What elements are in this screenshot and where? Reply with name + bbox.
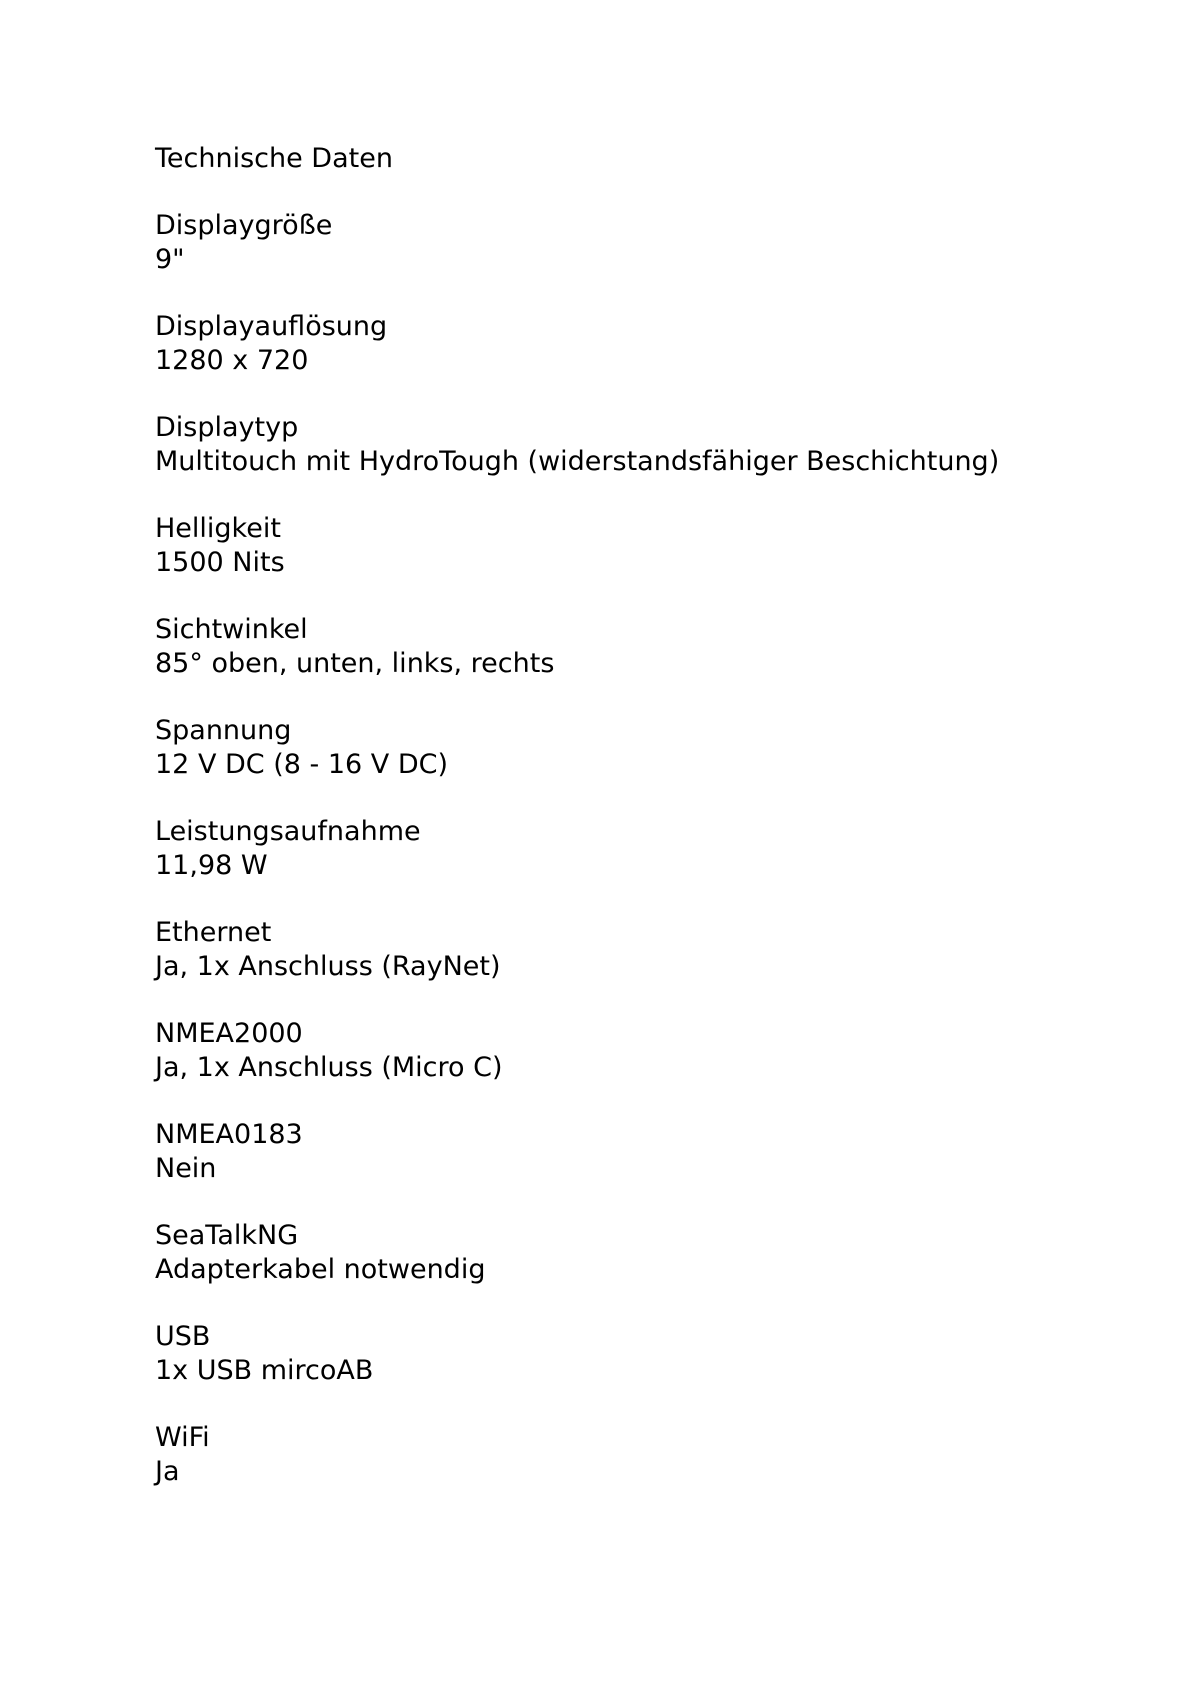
spec-label: Helligkeit <box>155 513 281 544</box>
spec-label: SeaTalkNG <box>155 1220 299 1251</box>
spec-label: USB <box>155 1321 211 1352</box>
spec-value: Adapterkabel notwendig <box>155 1253 486 1285</box>
spec-value: Ja <box>155 1455 180 1487</box>
spec-label: Displaygröße <box>155 210 333 241</box>
spec-value: Ja, 1x Anschluss (Micro C) <box>155 1051 503 1083</box>
spec-viewing-angle <box>155 613 1115 680</box>
document-page <box>155 142 1115 1488</box>
spec-wifi <box>155 1421 1115 1488</box>
spec-voltage <box>155 714 1115 781</box>
spec-display-size <box>155 209 1115 276</box>
spec-display-type <box>155 411 1115 478</box>
spec-nmea0183 <box>155 1118 1115 1185</box>
spec-value: 85° oben, unten, links, rechts <box>155 647 555 679</box>
spec-label: NMEA0183 <box>155 1119 303 1150</box>
spec-display-resolution <box>155 310 1115 377</box>
spec-value: Ja, 1x Anschluss (RayNet) <box>155 950 501 982</box>
spec-value: 11,98 W <box>155 849 268 881</box>
spec-power-consumption <box>155 815 1115 882</box>
spec-value: Multitouch mit HydroTough (widerstandsfähiger Beschichtung) <box>155 445 1000 477</box>
spec-label: Displaytyp <box>155 412 299 443</box>
spec-nmea2000 <box>155 1017 1115 1084</box>
spec-value: 1280 x 720 <box>155 344 309 376</box>
spec-label: Leistungsaufnahme <box>155 816 421 847</box>
spec-value: 9" <box>155 243 185 275</box>
spec-usb <box>155 1320 1115 1387</box>
spec-label: WiFi <box>155 1422 210 1453</box>
spec-value: 1x USB mircoAB <box>155 1354 374 1386</box>
spec-value: 1500 Nits <box>155 546 285 578</box>
spec-value: 12 V DC (8 - 16 V DC) <box>155 748 449 780</box>
spec-label: Sichtwinkel <box>155 614 308 645</box>
page-title: Technische Daten <box>155 143 393 174</box>
spec-label: Displayauflösung <box>155 311 388 342</box>
spec-label: Spannung <box>155 715 292 746</box>
spec-label: NMEA2000 <box>155 1018 303 1049</box>
spec-label: Ethernet <box>155 917 272 948</box>
spec-ethernet <box>155 916 1115 983</box>
spec-value: Nein <box>155 1152 217 1184</box>
spec-seatalkng <box>155 1219 1115 1286</box>
spec-brightness <box>155 512 1115 579</box>
